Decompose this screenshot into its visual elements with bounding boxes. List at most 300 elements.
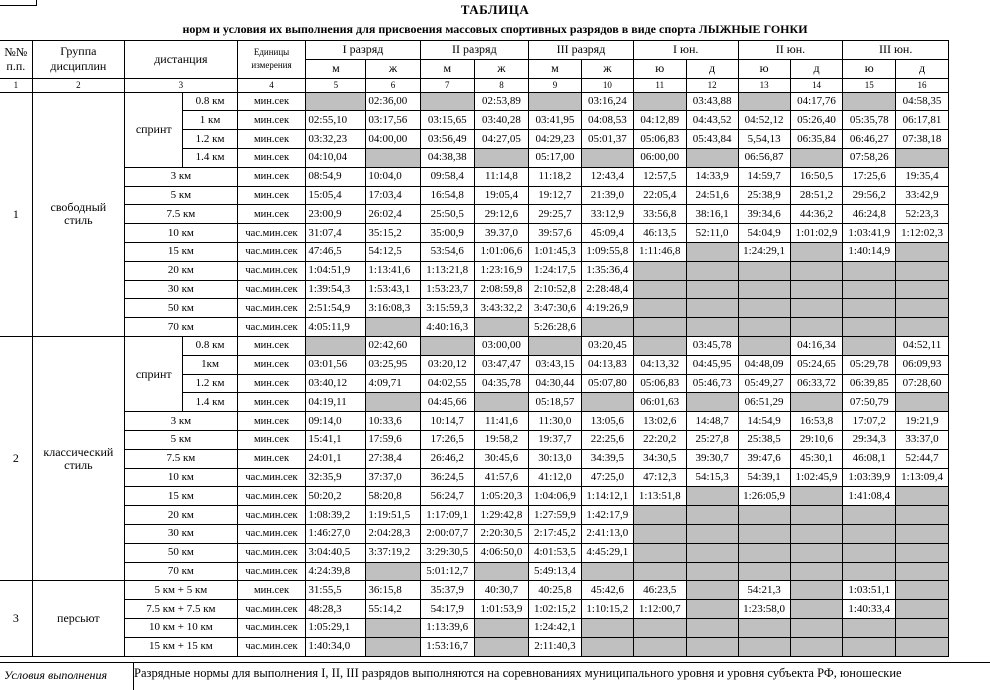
unit-cell: час.мин.сек: [237, 280, 306, 299]
value-cell: [420, 336, 474, 355]
value-cell: 4:24:39,8: [306, 562, 366, 581]
value-cell: [633, 506, 686, 525]
value-cell: [738, 299, 790, 318]
value-cell: [843, 336, 896, 355]
value-cell: [843, 261, 896, 280]
value-cell: 11:14,8: [474, 167, 528, 186]
value-cell: 54:39,1: [738, 468, 790, 487]
unit-cell: час.мин.сек: [237, 618, 306, 637]
value-cell: 3:37:19,2: [366, 543, 420, 562]
unit-cell: час.мин.сек: [237, 562, 306, 581]
value-cell: [686, 618, 738, 637]
distance-cell: 15 км: [125, 242, 238, 261]
unit-cell: мин.сек: [237, 430, 306, 449]
value-cell: 5:49:13,4: [529, 562, 582, 581]
value-cell: 04:19,11: [306, 393, 366, 412]
value-cell: 1:46:27,0: [306, 524, 366, 543]
value-cell: 1:23:58,0: [738, 600, 790, 619]
value-cell: 04:35,78: [474, 374, 528, 393]
value-cell: [790, 581, 843, 600]
value-cell: 39:30,7: [686, 449, 738, 468]
header-sex: д: [896, 59, 949, 78]
value-cell: 2:51:54,9: [306, 299, 366, 318]
value-cell: 30:13,0: [529, 449, 582, 468]
value-cell: 19:21,9: [896, 412, 949, 431]
value-cell: [738, 618, 790, 637]
value-cell: 03:00,00: [474, 336, 528, 355]
value-cell: 11:30,0: [529, 412, 582, 431]
value-cell: 22:25,6: [581, 430, 633, 449]
unit-cell: мин.сек: [237, 355, 306, 374]
distance-cell: 70 км: [125, 318, 238, 337]
distance-cell: 3 км: [125, 412, 238, 431]
unit-cell: мин.сек: [237, 167, 306, 186]
value-cell: 13:02,6: [633, 412, 686, 431]
value-cell: 1:42:17,9: [581, 506, 633, 525]
value-cell: 1:19:51,5: [366, 506, 420, 525]
unit-cell: мин.сек: [237, 130, 306, 149]
value-cell: 05:35,78: [843, 111, 896, 130]
value-cell: 15:05,4: [306, 186, 366, 205]
value-cell: 47:25,0: [581, 468, 633, 487]
value-cell: 30:45,6: [474, 449, 528, 468]
value-cell: 11:41,6: [474, 412, 528, 431]
value-cell: 04:52,11: [896, 336, 949, 355]
value-cell: 04:45,95: [686, 355, 738, 374]
table-row: [0, 524, 989, 543]
value-cell: [366, 318, 420, 337]
unit-cell: мин.сек: [237, 581, 306, 600]
discipline-name: классический стиль: [32, 336, 124, 580]
table-row: [0, 543, 989, 562]
value-cell: 3:04:40,5: [306, 543, 366, 562]
value-cell: 44:36,2: [790, 205, 843, 224]
value-cell: [790, 318, 843, 337]
header-rank: II разряд: [420, 41, 528, 60]
value-cell: 24:51,6: [686, 186, 738, 205]
table-row: [0, 506, 989, 525]
value-cell: 41:57,6: [474, 468, 528, 487]
value-cell: 1:41:08,4: [843, 487, 896, 506]
value-cell: 1:14:12,1: [581, 487, 633, 506]
value-cell: 1:24:17,5: [529, 261, 582, 280]
value-cell: 29:25,7: [529, 205, 582, 224]
value-cell: 22:20,2: [633, 430, 686, 449]
value-cell: 35:00,9: [420, 224, 474, 243]
sprint-label: спринт: [125, 92, 183, 167]
unit-cell: час.мин.сек: [237, 468, 306, 487]
value-cell: [686, 299, 738, 318]
value-cell: 03:25,95: [366, 355, 420, 374]
footer-text: Разрядные нормы для выполнения I, II, III разрядов выполняются на соревнованиях муниципального уровня и уровня субъекта РФ, юношеские: [134, 666, 902, 680]
unit-cell: мин.сек: [237, 374, 306, 393]
value-cell: [633, 299, 686, 318]
value-cell: 06:39,85: [843, 374, 896, 393]
value-cell: [366, 637, 420, 656]
value-cell: 05:06,83: [633, 374, 686, 393]
header-num: №№ п.п.: [0, 41, 32, 79]
value-cell: 06:56,87: [738, 148, 790, 167]
value-cell: 04:29,23: [529, 130, 582, 149]
value-cell: [366, 148, 420, 167]
value-cell: 11:18,2: [529, 167, 582, 186]
value-cell: 1:40:34,0: [306, 637, 366, 656]
value-cell: 03:16,24: [581, 92, 633, 111]
value-cell: [306, 336, 366, 355]
value-cell: 2:08:59,8: [474, 280, 528, 299]
distance-cell: 0.8 км: [183, 92, 237, 111]
header-rank: I юн.: [633, 41, 738, 60]
value-cell: 54:21,3: [738, 581, 790, 600]
unit-cell: мин.сек: [237, 92, 306, 111]
value-cell: [306, 92, 366, 111]
header-rank: III разряд: [529, 41, 634, 60]
value-cell: 19:35,4: [896, 167, 949, 186]
distance-cell: 7.5 км: [125, 449, 238, 468]
discipline-name: персьют: [32, 581, 124, 656]
value-cell: [843, 562, 896, 581]
value-cell: 06:35,84: [790, 130, 843, 149]
table-row: [0, 581, 989, 600]
unit-cell: час.мин.сек: [237, 487, 306, 506]
unit-cell: час.мин.сек: [237, 543, 306, 562]
column-number: 14: [790, 78, 843, 92]
subtitle-sport: ЛЫЖНЫЕ ГОНКИ: [698, 22, 808, 36]
value-cell: 04:58,35: [896, 92, 949, 111]
value-cell: 03:01,56: [306, 355, 366, 374]
value-cell: [686, 393, 738, 412]
discipline-name: свободный стиль: [32, 92, 124, 336]
value-cell: 06:33,72: [790, 374, 843, 393]
value-cell: 2:11:40,3: [529, 637, 582, 656]
table-row: [0, 186, 989, 205]
value-cell: 36:15,8: [366, 581, 420, 600]
header-sex: ж: [366, 59, 420, 78]
value-cell: 46:24,8: [843, 205, 896, 224]
value-cell: 25:50,5: [420, 205, 474, 224]
value-cell: 06:09,93: [896, 355, 949, 374]
distance-cell: 7.5 км: [125, 205, 238, 224]
value-cell: 28:51,2: [790, 186, 843, 205]
header-rank: I разряд: [306, 41, 420, 60]
value-cell: 13:05,6: [581, 412, 633, 431]
value-cell: 16:54,8: [420, 186, 474, 205]
value-cell: 04:27,05: [474, 130, 528, 149]
unit-cell: час.мин.сек: [237, 600, 306, 619]
value-cell: 33:42,9: [896, 186, 949, 205]
distance-cell: 1.2 км: [183, 130, 237, 149]
value-cell: 04:38,38: [420, 148, 474, 167]
value-cell: 1:05:20,3: [474, 487, 528, 506]
value-cell: [738, 562, 790, 581]
value-cell: 04:52,12: [738, 111, 790, 130]
value-cell: 03:40,12: [306, 374, 366, 393]
value-cell: 3:15:59,3: [420, 299, 474, 318]
distance-cell: 30 км: [125, 280, 238, 299]
value-cell: 2:10:52,8: [529, 280, 582, 299]
value-cell: 1:09:55,8: [581, 242, 633, 261]
sprint-label: спринт: [125, 336, 183, 411]
value-cell: 1:40:33,4: [843, 600, 896, 619]
value-cell: [790, 280, 843, 299]
value-cell: 36:24,5: [420, 468, 474, 487]
distance-cell: 5 км + 5 км: [125, 581, 238, 600]
value-cell: 04:45,66: [420, 393, 474, 412]
value-cell: [633, 524, 686, 543]
distance-cell: 7.5 км + 7.5 км: [125, 600, 238, 619]
value-cell: 1:13:39,6: [420, 618, 474, 637]
unit-cell: мин.сек: [237, 205, 306, 224]
column-number: 7: [420, 78, 474, 92]
unit-cell: час.мин.сек: [237, 242, 306, 261]
table-row: [0, 600, 989, 619]
value-cell: 19:12,7: [529, 186, 582, 205]
value-cell: 34:39,5: [581, 449, 633, 468]
value-cell: 10:04,0: [366, 167, 420, 186]
value-cell: 03:40,28: [474, 111, 528, 130]
value-cell: 04:16,34: [790, 336, 843, 355]
value-cell: [529, 336, 582, 355]
value-cell: 05:07,80: [581, 374, 633, 393]
column-number: 2: [32, 78, 124, 92]
value-cell: [581, 393, 633, 412]
value-cell: [790, 562, 843, 581]
value-cell: 5:01:12,7: [420, 562, 474, 581]
value-cell: 33:12,9: [581, 205, 633, 224]
value-cell: 1:03:41,9: [843, 224, 896, 243]
value-cell: [896, 600, 949, 619]
value-cell: 5:26:28,6: [529, 318, 582, 337]
value-cell: 22:05,4: [633, 186, 686, 205]
value-cell: [896, 318, 949, 337]
value-cell: [366, 618, 420, 637]
value-cell: [896, 637, 949, 656]
value-cell: [896, 393, 949, 412]
value-cell: [366, 393, 420, 412]
unit-cell: мин.сек: [237, 336, 306, 355]
value-cell: 1:01:06,6: [474, 242, 528, 261]
value-cell: [633, 637, 686, 656]
value-cell: 03:15,65: [420, 111, 474, 130]
value-cell: [738, 318, 790, 337]
value-cell: 46:08,1: [843, 449, 896, 468]
value-cell: 31:55,5: [306, 581, 366, 600]
value-cell: [790, 299, 843, 318]
value-cell: [738, 524, 790, 543]
column-number: 10: [581, 78, 633, 92]
header-sex: д: [686, 59, 738, 78]
unit-cell: час.мин.сек: [237, 506, 306, 525]
value-cell: 14:33,9: [686, 167, 738, 186]
value-cell: 17:59,6: [366, 430, 420, 449]
header-units: Единицы измерения: [237, 41, 306, 79]
value-cell: 05:26,40: [790, 111, 843, 130]
header-sex: д: [790, 59, 843, 78]
value-cell: [529, 92, 582, 111]
value-cell: 03:41,95: [529, 111, 582, 130]
value-cell: 03:43,15: [529, 355, 582, 374]
value-cell: [843, 618, 896, 637]
value-cell: 03:43,88: [686, 92, 738, 111]
value-cell: [686, 506, 738, 525]
value-cell: [790, 393, 843, 412]
value-cell: 10:33,6: [366, 412, 420, 431]
value-cell: 19:37,7: [529, 430, 582, 449]
value-cell: [686, 487, 738, 506]
value-cell: 26:46,2: [420, 449, 474, 468]
value-cell: 52:23,3: [896, 205, 949, 224]
value-cell: 04:00,00: [366, 130, 420, 149]
value-cell: 06:51,29: [738, 393, 790, 412]
distance-cell: 10 км + 10 км: [125, 618, 238, 637]
distance-cell: 20 км: [125, 506, 238, 525]
table-row: [0, 618, 989, 637]
value-cell: 1:53:23,7: [420, 280, 474, 299]
table-row: [0, 92, 989, 111]
value-cell: [633, 562, 686, 581]
header-sex: ю: [738, 59, 790, 78]
value-cell: 3:47:30,6: [529, 299, 582, 318]
value-cell: 27:38,4: [366, 449, 420, 468]
value-cell: 09:14,0: [306, 412, 366, 431]
value-cell: 12:57,5: [633, 167, 686, 186]
value-cell: [738, 92, 790, 111]
value-cell: 4:45:29,1: [581, 543, 633, 562]
value-cell: 16:53,8: [790, 412, 843, 431]
table-row: [0, 562, 989, 581]
value-cell: 03:20,12: [420, 355, 474, 374]
value-cell: [581, 637, 633, 656]
value-cell: 1:40:14,9: [843, 242, 896, 261]
value-cell: 29:10,6: [790, 430, 843, 449]
unit-cell: час.мин.сек: [237, 224, 306, 243]
value-cell: 55:14,2: [366, 600, 420, 619]
value-cell: 05:49,27: [738, 374, 790, 393]
value-cell: [686, 524, 738, 543]
value-cell: [581, 148, 633, 167]
value-cell: 29:12,6: [474, 205, 528, 224]
table-row: [0, 468, 989, 487]
value-cell: 03:56,49: [420, 130, 474, 149]
value-cell: [686, 543, 738, 562]
table-row: [0, 280, 989, 299]
value-cell: [843, 318, 896, 337]
value-cell: 2:04:28,3: [366, 524, 420, 543]
header-group: Группа дисциплин: [32, 41, 124, 79]
value-cell: [843, 524, 896, 543]
value-cell: 03:47,47: [474, 355, 528, 374]
value-cell: 24:01,1: [306, 449, 366, 468]
unit-cell: мин.сек: [237, 449, 306, 468]
table-row: [0, 336, 989, 355]
value-cell: 1:23:16,9: [474, 261, 528, 280]
value-cell: [366, 562, 420, 581]
distance-cell: 50 км: [125, 299, 238, 318]
value-cell: [738, 261, 790, 280]
value-cell: 05:18,57: [529, 393, 582, 412]
value-cell: 39:34,6: [738, 205, 790, 224]
unit-cell: мин.сек: [237, 393, 306, 412]
value-cell: 29:56,2: [843, 186, 896, 205]
value-cell: [790, 148, 843, 167]
value-cell: [633, 543, 686, 562]
value-cell: 3:16:08,3: [366, 299, 420, 318]
distance-cell: 1 км: [183, 111, 237, 130]
value-cell: 15:41,1: [306, 430, 366, 449]
value-cell: [581, 562, 633, 581]
value-cell: [686, 242, 738, 261]
value-cell: 04:43,52: [686, 111, 738, 130]
column-number: 16: [896, 78, 949, 92]
value-cell: 1:53:16,7: [420, 637, 474, 656]
value-cell: [843, 92, 896, 111]
unit-cell: час.мин.сек: [237, 524, 306, 543]
value-cell: 1:12:00,7: [633, 600, 686, 619]
value-cell: 25:38,5: [738, 430, 790, 449]
header-distance: дистанция: [125, 41, 238, 79]
footer-label: Условия выполнения: [4, 668, 108, 682]
value-cell: 04:12,89: [633, 111, 686, 130]
value-cell: [633, 336, 686, 355]
discipline-index: 1: [0, 92, 32, 336]
value-cell: 05:29,78: [843, 355, 896, 374]
value-cell: 05:43,84: [686, 130, 738, 149]
value-cell: 05:06,83: [633, 130, 686, 149]
value-cell: [790, 487, 843, 506]
table-row: [0, 205, 989, 224]
value-cell: 2:00:07,7: [420, 524, 474, 543]
value-cell: 1:24:42,1: [529, 618, 582, 637]
value-cell: 1:01:45,3: [529, 242, 582, 261]
distance-cell: 1км: [183, 355, 237, 374]
value-cell: 06:17,81: [896, 111, 949, 130]
value-cell: [738, 280, 790, 299]
value-cell: 07:58,26: [843, 148, 896, 167]
value-cell: 25:27,8: [686, 430, 738, 449]
value-cell: 45:42,6: [581, 581, 633, 600]
value-cell: 1:03:51,1: [843, 581, 896, 600]
value-cell: 04:08,53: [581, 111, 633, 130]
value-cell: 47:12,3: [633, 468, 686, 487]
column-number: 3: [125, 78, 238, 92]
value-cell: [896, 618, 949, 637]
value-cell: [896, 242, 949, 261]
column-number: 13: [738, 78, 790, 92]
distance-cell: 0.8 км: [183, 336, 237, 355]
column-number: 15: [843, 78, 896, 92]
value-cell: 38:16,1: [686, 205, 738, 224]
page-title: ТАБЛИЦА: [460, 2, 530, 17]
value-cell: [790, 637, 843, 656]
column-number: 5: [306, 78, 366, 92]
value-cell: 1:01:53,9: [474, 600, 528, 619]
value-cell: 05:01,37: [581, 130, 633, 149]
value-cell: [738, 506, 790, 525]
value-cell: 54:12,5: [366, 242, 420, 261]
value-cell: 23:00,9: [306, 205, 366, 224]
value-cell: [896, 261, 949, 280]
header-rank: II юн.: [738, 41, 843, 60]
value-cell: 07:28,60: [896, 374, 949, 393]
value-cell: 1:27:59,9: [529, 506, 582, 525]
value-cell: 04:48,09: [738, 355, 790, 374]
value-cell: [633, 280, 686, 299]
value-cell: 1:11:46,8: [633, 242, 686, 261]
value-cell: 04:13,32: [633, 355, 686, 374]
value-cell: 56:24,7: [420, 487, 474, 506]
distance-cell: 20 км: [125, 261, 238, 280]
value-cell: 26:02,4: [366, 205, 420, 224]
